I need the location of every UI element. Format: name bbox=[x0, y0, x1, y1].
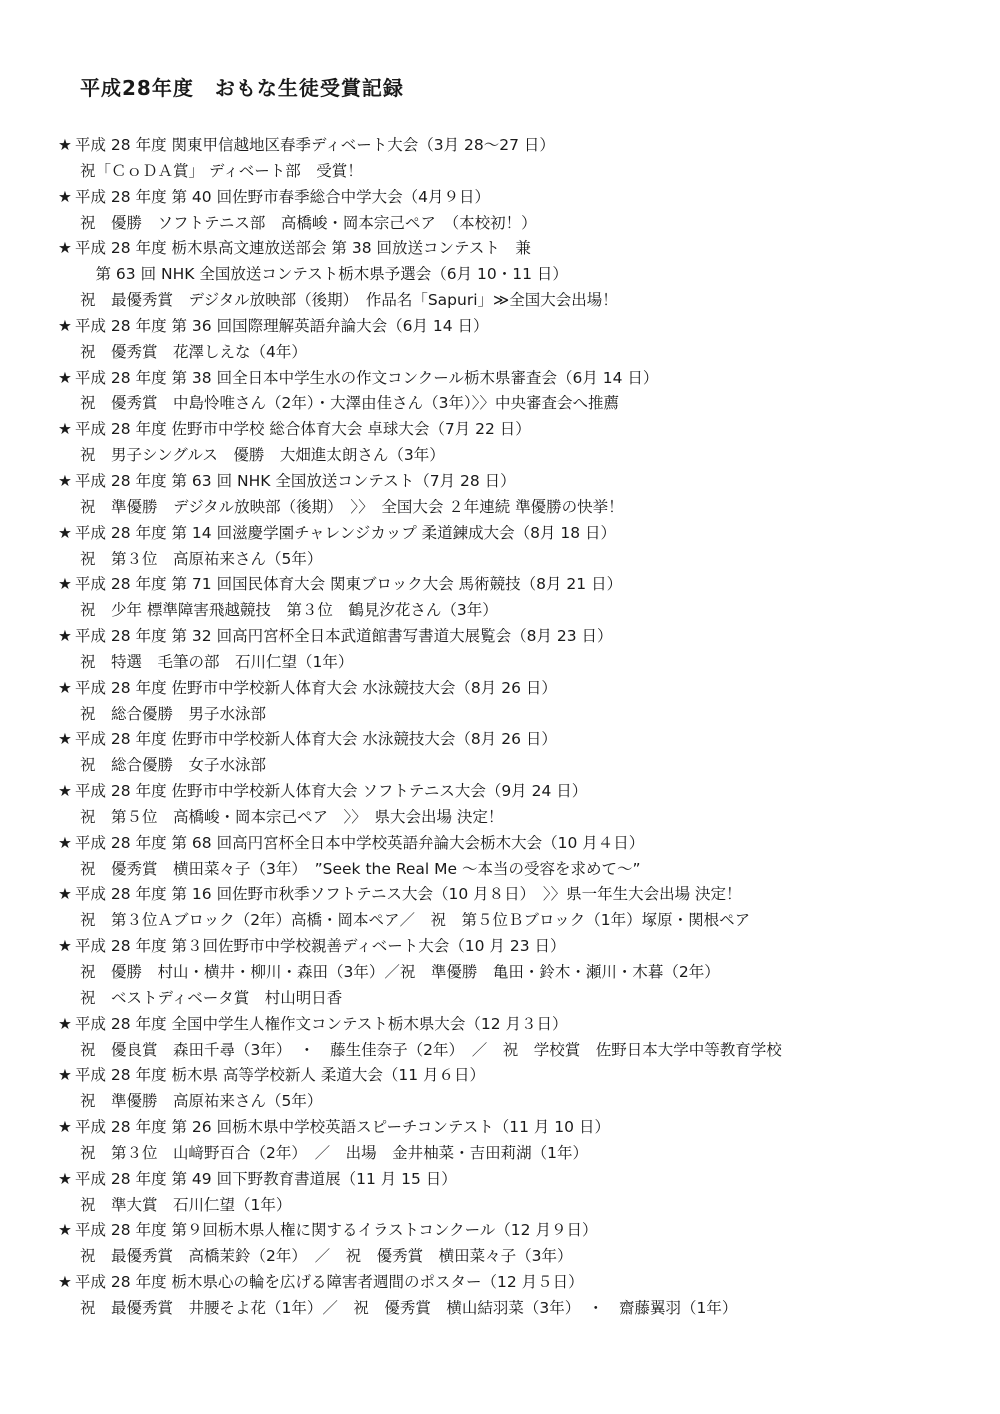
award-detail-line: 祝 総合優勝 女子水泳部 bbox=[80, 756, 267, 775]
award-detail-line: 祝「ＣｏＤＡ賞」 ディベート部 受賞！ bbox=[80, 161, 363, 180]
star-icon: ★ bbox=[58, 1273, 72, 1292]
star-icon: ★ bbox=[58, 368, 72, 387]
award-detail-line: 祝 少年 標準障害飛越競技 第３位 鶴見汐花さん（3年） bbox=[80, 601, 498, 620]
award-event-line bbox=[58, 1115, 978, 1141]
award-event-line bbox=[58, 1012, 978, 1038]
award-event-line bbox=[58, 185, 978, 211]
award-event-line bbox=[58, 469, 978, 495]
award-detail-line: 祝 準大賞 石川仁望（1年） bbox=[80, 1195, 292, 1214]
star-icon: ★ bbox=[58, 627, 72, 646]
award-detail-line: 祝 特選 毛筆の部 石川仁望（1年） bbox=[80, 652, 354, 671]
award-event-text: 平成 28 年度 第 26 回栃木県中学校英語スピーチコンテスト（11 月 10 日） bbox=[75, 1118, 610, 1137]
award-detail-line: 祝 優秀賞 中島怜唯さん（2年）・大澤由佳さん（3年）〉〉中央審査会へ推薦 bbox=[80, 394, 619, 413]
star-icon: ★ bbox=[58, 316, 72, 335]
award-event-text: 平成 28 年度 佐野市中学校新人体育大会 水泳競技大会（8月 26 日） bbox=[75, 678, 557, 697]
award-detail-line: 祝 優勝 村山・横井・柳川・森田（3年）／祝 準優勝 亀田・鈴木・瀬川・木暮（2年） bbox=[80, 963, 720, 981]
award-event-text: 平成 28 年度 全国中学生人権作文コンテスト栃木県大会（12 月３日） bbox=[75, 1014, 568, 1033]
award-event-line bbox=[58, 133, 978, 159]
award-event-line bbox=[58, 676, 978, 702]
award-detail-line: 祝 総合優勝 男子水泳部 bbox=[80, 704, 267, 723]
award-detail-line: 祝 第３位Ａブロック（2年）高橋・岡本ペア／ 祝 第５位Ｂブロック（1年）塚原・関根ペア bbox=[80, 911, 751, 930]
star-icon: ★ bbox=[58, 187, 72, 206]
star-icon: ★ bbox=[58, 937, 72, 956]
award-event-text: 平成 28 年度 第 40 回佐野市春季総合中学大会（4月９日） bbox=[75, 187, 490, 206]
award-event-line bbox=[58, 934, 978, 960]
award-event-text: 平成 28 年度 栃木県 高等学校新人 柔道大会（11 月６日） bbox=[75, 1066, 486, 1085]
star-icon: ★ bbox=[58, 136, 72, 154]
award-event-line bbox=[58, 521, 978, 547]
star-icon: ★ bbox=[58, 885, 72, 904]
award-event-text: 平成 28 年度 第３回佐野市中学校親善ディベート大会（10 月 23 日） bbox=[75, 937, 566, 956]
award-event-text: 平成 28 年度 関東甲信越地区春季ディベート大会（3月 28～27 日） bbox=[75, 136, 555, 154]
award-event-line bbox=[58, 1270, 978, 1296]
award-event-line bbox=[58, 1218, 978, 1244]
award-event-line bbox=[58, 236, 978, 262]
award-event-line bbox=[58, 314, 978, 340]
award-detail-line: 祝 優良賞 森田千尋（3年） ・ 藤生佳奈子（2年） ／ 祝 学校賞 佐野日本大学中等教育学校 bbox=[80, 1040, 782, 1059]
award-detail-line: 祝 第３位 高原祐来さん（5年） bbox=[80, 549, 323, 568]
award-records-list bbox=[58, 133, 978, 1322]
award-event-line bbox=[58, 624, 978, 650]
award-event-text: 平成 28 年度 第 38 回全日本中学生水の作文コンクール栃木県審査会（6月 14 日） bbox=[75, 368, 659, 387]
award-event-text: 平成 28 年度 第 36 回国際理解英語弁論大会（6月 14 日） bbox=[75, 316, 489, 335]
star-icon: ★ bbox=[58, 523, 72, 542]
award-event-line bbox=[58, 366, 978, 392]
award-detail-line: 祝 最優秀賞 高橋茉鈴（2年） ／ 祝 優秀賞 横田菜々子（3年） bbox=[80, 1247, 573, 1266]
star-icon: ★ bbox=[58, 678, 72, 697]
award-detail-line: 祝 準優勝 高原祐来さん（5年） bbox=[80, 1092, 323, 1111]
award-detail-line: 祝 最優秀賞 デジタル放映部（後期） 作品名「Sapuri」≫全国大会出場！ bbox=[80, 291, 618, 310]
award-event-text: 平成 28 年度 第 63 回 NHK 全国放送コンテスト（7月 28 日） bbox=[75, 471, 516, 490]
award-event-text: 平成 28 年度 佐野市中学校新人体育大会 ソフトテニス大会（9月 24 日） bbox=[75, 782, 588, 801]
award-detail-line: 祝 第３位 山﨑野百合（2年） ／ 出場 金井柚菜・吉田莉湖（1年） bbox=[80, 1143, 588, 1162]
award-event-text: 平成 28 年度 第 68 回高円宮杯全日本中学校英語弁論大会栃木大会（10 月４日） bbox=[75, 833, 645, 852]
star-icon: ★ bbox=[58, 730, 72, 749]
star-icon: ★ bbox=[58, 420, 72, 439]
award-detail-line: 祝 優秀賞 花澤しえな（4年） bbox=[80, 342, 307, 361]
award-event-line bbox=[58, 882, 978, 908]
award-event-text: 平成 28 年度 栃木県高文連放送部会 第 38 回放送コンテスト 兼 bbox=[75, 239, 531, 258]
award-event-line bbox=[58, 1167, 978, 1193]
award-detail-line: 祝 男子シングルス 優勝 大畑進太朗さん（3年） bbox=[80, 446, 445, 465]
award-event-text: 平成 28 年度 佐野市中学校新人体育大会 水泳競技大会（8月 26 日） bbox=[75, 730, 557, 749]
award-detail-line: 祝 最優秀賞 井腰そよ花（1年）／ 祝 優秀賞 横山結羽菜（3年） ・ 齋藤翼羽（1年） bbox=[80, 1298, 738, 1317]
award-detail-line: 祝 第５位 高橋峻・岡本宗己ペア 〉〉 県大会出場 決定！ bbox=[80, 807, 504, 826]
award-event-text: 平成 28 年度 佐野市中学校 総合体育大会 卓球大会（7月 22 日） bbox=[75, 420, 531, 439]
award-event-text: 平成 28 年度 第 71 回国民体育大会 関東ブロック大会 馬術競技（8月 21 日） bbox=[75, 575, 623, 594]
award-detail-line: 祝 優秀賞 横田菜々子（3年） ”Seek the Real Me ～本当の受容を求めて～” bbox=[80, 859, 641, 878]
award-event-text: 平成 28 年度 第 32 回高円宮杯全日本武道館書写書道大展覧会（8月 23 日） bbox=[75, 627, 613, 646]
award-event-text: 平成 28 年度 第 14 回滋慶学園チャレンジカップ 柔道錬成大会（8月 18 日） bbox=[75, 523, 617, 542]
award-event-line bbox=[58, 779, 978, 805]
star-icon: ★ bbox=[58, 1221, 72, 1240]
award-event-line bbox=[58, 417, 978, 443]
star-icon: ★ bbox=[58, 1014, 72, 1033]
star-icon: ★ bbox=[58, 782, 72, 801]
star-icon: ★ bbox=[58, 833, 72, 852]
star-icon: ★ bbox=[58, 239, 72, 258]
document-title: 平成28年度 おもな生徒受賞記録 bbox=[80, 76, 404, 100]
award-event-line bbox=[58, 831, 978, 857]
award-event-text: 平成 28 年度 第 16 回佐野市秋季ソフトテニス大会（10 月８日） 〉〉県一年生大会出場 決定！ bbox=[75, 885, 742, 904]
award-detail-line: 祝 準優勝 デジタル放映部（後期） 〉〉 全国大会 ２年連続 準優勝の快挙！ bbox=[80, 497, 624, 516]
award-event-line bbox=[58, 727, 978, 753]
award-event-text: 平成 28 年度 第９回栃木県人権に関するイラストコンクール（12 月９日） bbox=[75, 1221, 598, 1240]
star-icon: ★ bbox=[58, 1118, 72, 1137]
star-icon: ★ bbox=[58, 1169, 72, 1188]
award-detail-line: 第 63 回 NHK 全国放送コンテスト栃木県予選会（6月 10・11 日） bbox=[80, 265, 568, 284]
award-event-line bbox=[58, 1063, 978, 1089]
award-event-line bbox=[58, 572, 978, 598]
star-icon: ★ bbox=[58, 1066, 72, 1085]
award-detail-line: 祝 ベストディベータ賞 村山明日香 bbox=[80, 988, 343, 1007]
award-event-text: 平成 28 年度 栃木県心の輪を広げる障害者週間のポスター（12 月５日） bbox=[75, 1273, 584, 1292]
award-event-text: 平成 28 年度 第 49 回下野教育書道展（11 月 15 日） bbox=[75, 1169, 457, 1188]
star-icon: ★ bbox=[58, 575, 72, 594]
award-detail-line: 祝 優勝 ソフトテニス部 高橋峻・岡本宗己ペア （本校初！） bbox=[80, 213, 537, 232]
star-icon: ★ bbox=[58, 471, 72, 490]
